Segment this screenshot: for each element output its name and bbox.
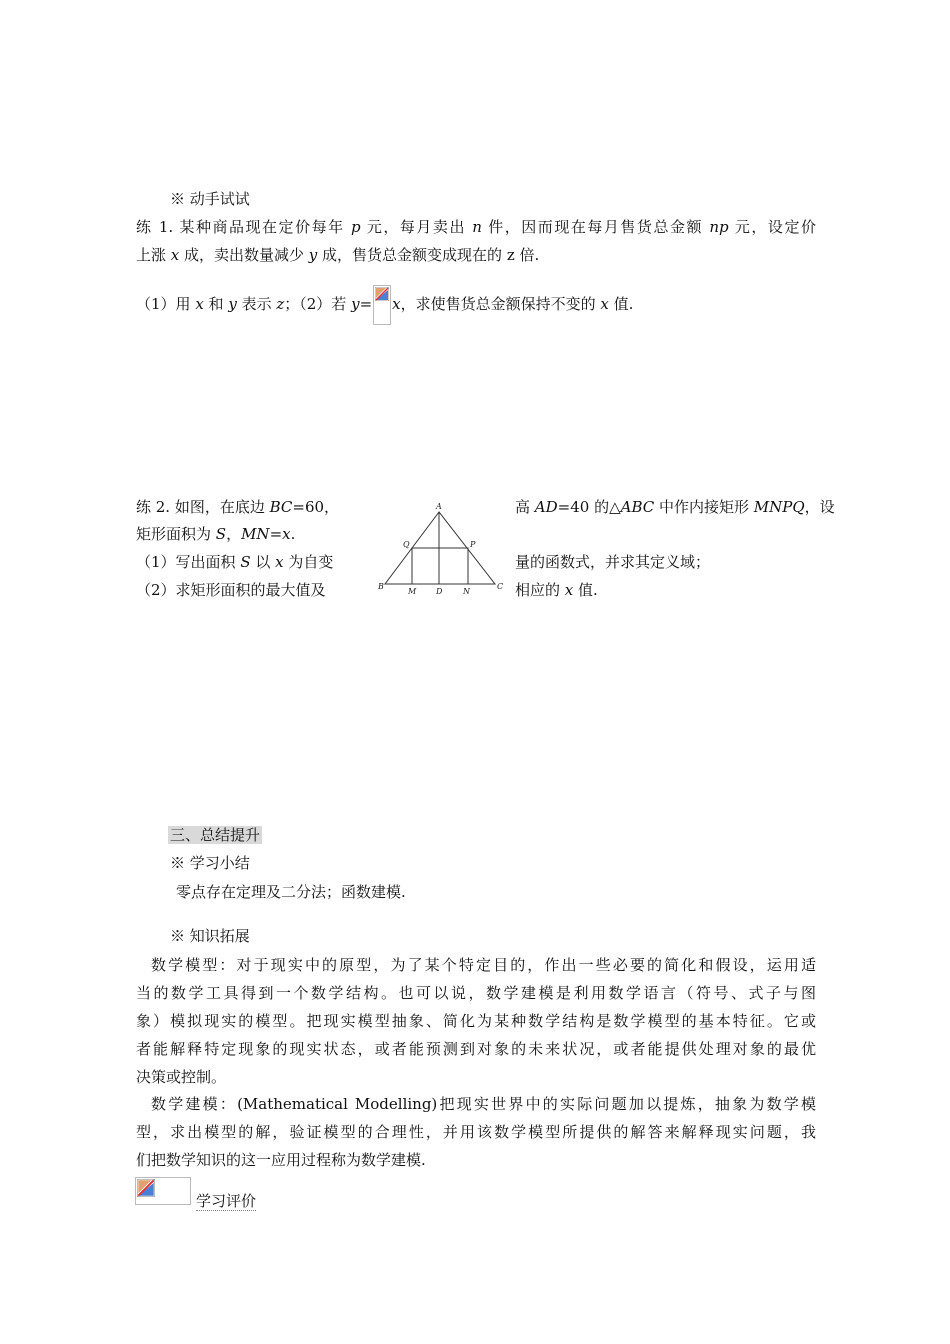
exercise-2-left-line-1: 练 2. 如图，在底边 BC=60， — [136, 498, 340, 516]
paragraph-1-line-3: 象）模拟现实的模型。把现实模型抽象、简化为某种数学结构是数学模型的基本特征。它或 — [136, 1012, 816, 1030]
label-p: P — [470, 540, 476, 549]
paragraph-2-line-1: 数学建模：(Mathematical Modelling)把现实世界中的实际问题加以提炼，抽象为数学模 — [151, 1095, 816, 1113]
paragraph-2-line-2: 型，求出模型的解，验证模型的合理性，并用该数学模型所提供的解答来解释现实问题，我 — [136, 1123, 816, 1141]
paragraph-1-line-4: 者能解释特定现象的现实状态，或者能预测到对象的未来状况，或者能提供处理对象的最优 — [136, 1040, 816, 1058]
label-n: N — [463, 587, 470, 596]
section-heading-summary: 三、总结提升 — [170, 826, 261, 844]
exercise-1-line-1: 练 1. 某种商品现在定价每年 p 元，每月卖出 n 件，因而现在每月售货总金额 np 元，设定价 — [136, 218, 816, 236]
exercise-2-left-line-2: 矩形面积为 S，MN=x. — [136, 525, 296, 543]
label-b: B — [378, 582, 384, 591]
exercise-1-line-2: 上涨 x 成，卖出数量减少 y 成，售货总金额变成现在的 z 倍. — [136, 246, 540, 264]
label-a: A — [436, 502, 442, 511]
paragraph-1-line-1: 数学模型：对于现实中的原型，为了某个特定目的，作出一些必要的简化和假设，运用适 — [151, 956, 816, 974]
exercise-2-right-line-4: 相应的 x 值. — [515, 581, 598, 599]
study-summary-body: 零点存在定理及二分法；函数建模. — [176, 883, 406, 901]
label-d: D — [436, 587, 443, 596]
paragraph-1-line-5: 决策或控制。 — [136, 1068, 227, 1086]
knowledge-extension-title: ※ 知识拓展 — [170, 927, 250, 945]
exercise-2-right-line-1: 高 AD=40 的△ABC 中作内接矩形 MNPQ，设 — [515, 498, 835, 516]
exercise-2-left-line-4: （2）求矩形面积的最大值及 — [136, 581, 326, 599]
label-c: C — [497, 582, 504, 591]
inner-rectangle-mnpq — [412, 548, 468, 584]
study-summary-title: ※ 学习小结 — [170, 854, 250, 872]
broken-image-icon — [373, 285, 391, 325]
exercise-2-left-line-3: （1）写出面积 S 以 x 为自变 — [136, 553, 334, 571]
label-m: M — [408, 587, 417, 596]
study-evaluation-label: 学习评价 — [196, 1192, 257, 1210]
broken-image-icon — [135, 1177, 191, 1205]
triangle-figure — [375, 500, 505, 600]
section-title-try: ※ 动手试试 — [170, 190, 250, 208]
exercise-2-right-line-3: 量的函数式，并求其定义域； — [515, 553, 711, 571]
paragraph-2-line-3: 们把数学知识的这一应用过程称为数学建模. — [136, 1151, 426, 1169]
paragraph-1-line-2: 当的数学工具得到一个数学结构。也可以说，数学建模是利用数学语言（符号、式子与图 — [136, 984, 816, 1002]
exercise-1-line-3: （1）用 x 和 y 表示 z；（2）若 y= x，求使售货总金额保持不变的 x 值. — [136, 285, 816, 325]
label-q: Q — [403, 540, 410, 549]
